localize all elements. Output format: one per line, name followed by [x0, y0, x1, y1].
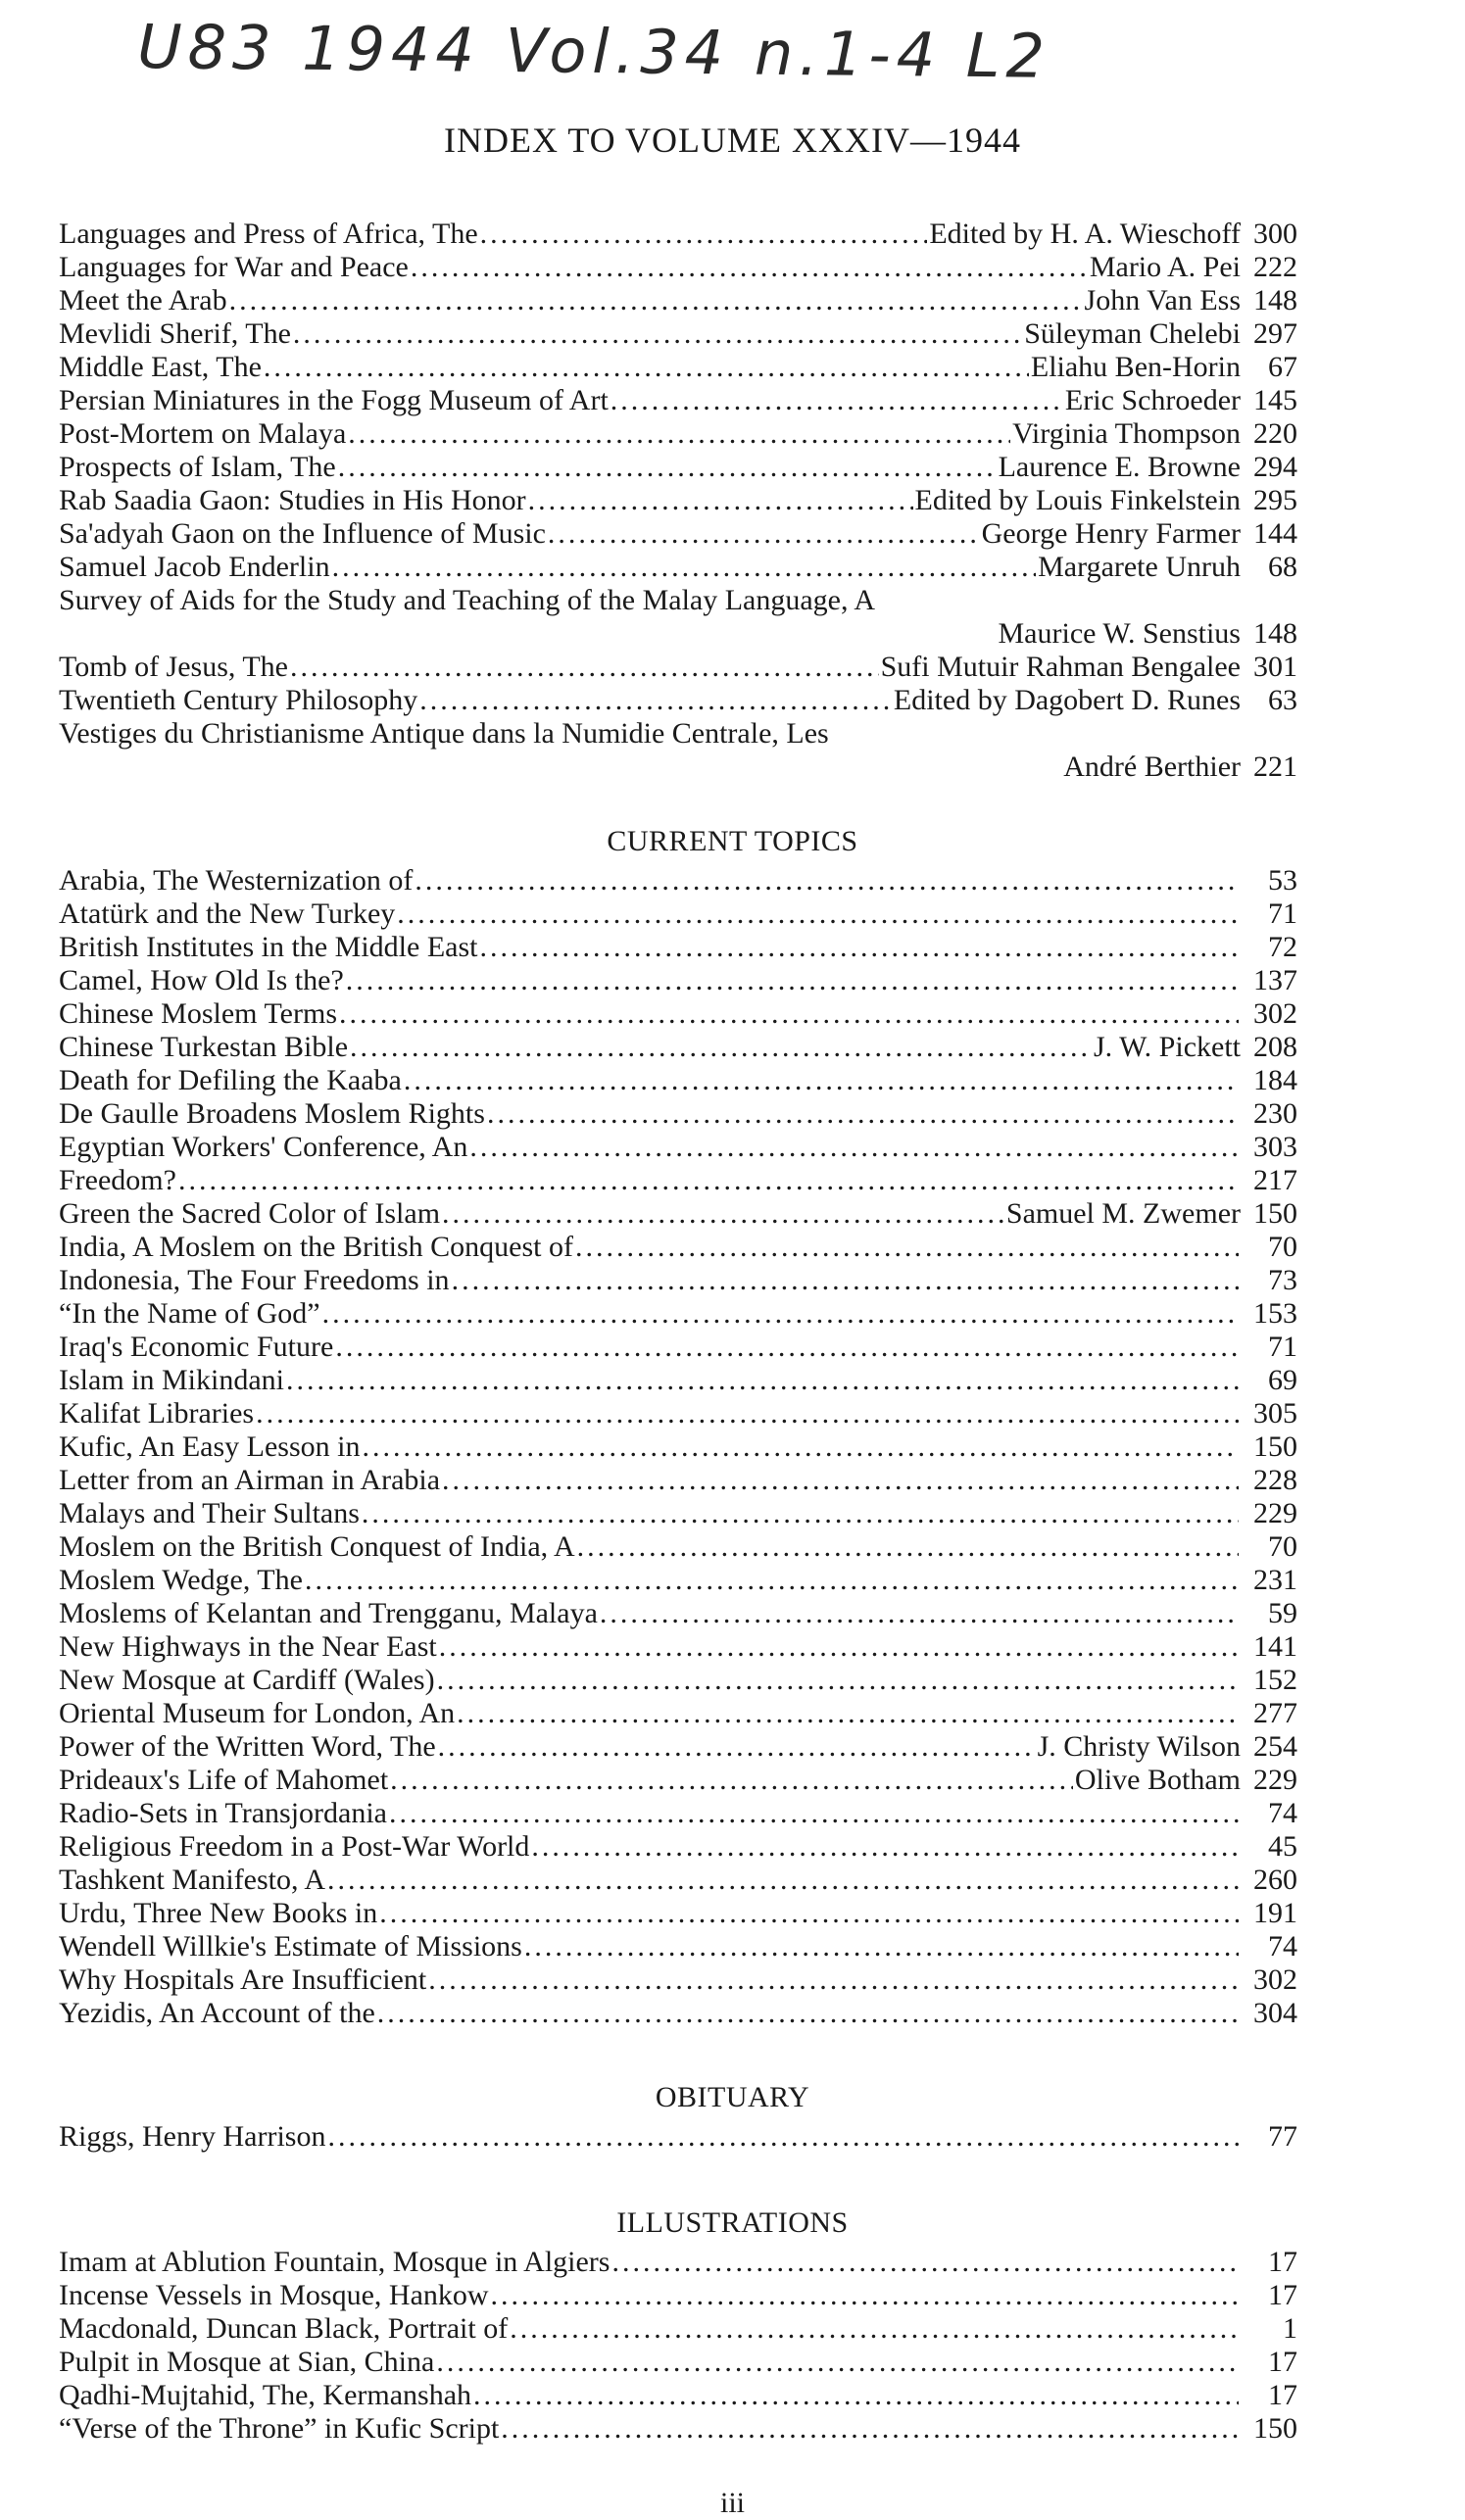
entry-title: Mevlidi Sherif, The — [59, 317, 291, 350]
list-item — [59, 584, 1297, 617]
entry-page: 74 — [1268, 1797, 1297, 1829]
list-item — [59, 1364, 1297, 1397]
dot-leader — [438, 1730, 1036, 1764]
entry-page: 53 — [1268, 864, 1297, 897]
dot-leader — [322, 1297, 1239, 1331]
entry-page: 260 — [1253, 1864, 1297, 1896]
list-item — [59, 351, 1297, 384]
entry-title: Meet the Arab — [59, 284, 227, 316]
list-item — [59, 2246, 1297, 2279]
entry-title: Imam at Ablution Fountain, Mosque in Algiers — [59, 2246, 610, 2278]
entry-title: Qadhi-Mujtahid, The, Kermanshah — [59, 2379, 472, 2411]
dot-leader — [575, 1231, 1239, 1264]
illustrations-heading: ILLUSTRATIONS — [616, 2206, 849, 2239]
list-item — [59, 1697, 1297, 1730]
list-item — [59, 551, 1297, 584]
list-item — [59, 1064, 1297, 1097]
list-item — [59, 484, 1297, 517]
list-item — [59, 1930, 1297, 1963]
list-item — [59, 2346, 1297, 2379]
entry-page: 17 — [1268, 2346, 1297, 2378]
dot-leader — [346, 964, 1239, 997]
dot-leader — [600, 1597, 1239, 1630]
entry-page: 45 — [1268, 1830, 1297, 1863]
list-item — [59, 1197, 1297, 1231]
entry-title: Islam in Mikindani — [59, 1364, 284, 1396]
dot-leader — [480, 218, 928, 251]
entry-title: Chinese Moslem Terms — [59, 997, 337, 1030]
entry-author: Süleyman Chelebi — [1024, 317, 1241, 350]
entry-title: Prospects of Islam, The — [59, 451, 336, 483]
list-item — [59, 1497, 1297, 1530]
list-item — [59, 2379, 1297, 2412]
entry-page: 229 — [1253, 1764, 1297, 1796]
list-item — [59, 1730, 1297, 1764]
entry-page: 70 — [1268, 1231, 1297, 1263]
dot-leader — [473, 2379, 1239, 2412]
list-item — [59, 284, 1297, 317]
entry-page: 17 — [1268, 2279, 1297, 2311]
list-item — [59, 1397, 1297, 1430]
list-item — [59, 1864, 1297, 1897]
entry-page: 228 — [1253, 1464, 1297, 1496]
entry-author: Edited by Louis Finkelstein — [914, 484, 1241, 516]
entry-title: Riggs, Henry Harrison — [59, 2120, 326, 2153]
dot-leader — [305, 1564, 1239, 1597]
entry-title: Power of the Written Word, The — [59, 1730, 436, 1763]
entry-page: 150 — [1253, 2412, 1297, 2445]
entry-title: Languages and Press of Africa, The — [59, 218, 478, 250]
dot-leader — [469, 1131, 1239, 1164]
entry-author: George Henry Farmer — [981, 517, 1241, 550]
list-item — [59, 1031, 1297, 1064]
entry-title: Kufic, An Easy Lesson in — [59, 1430, 361, 1463]
entry-title: Death for Defiling the Kaaba — [59, 1064, 402, 1096]
entry-page: 302 — [1253, 1963, 1297, 1996]
dot-leader — [510, 2312, 1239, 2346]
dot-leader — [457, 1697, 1239, 1730]
dot-leader — [404, 1064, 1239, 1097]
list-item — [59, 897, 1297, 931]
entry-page: 220 — [1253, 417, 1297, 450]
list-item — [59, 1897, 1297, 1930]
entry-title: Radio-Sets in Transjordania — [59, 1797, 387, 1829]
list-item — [59, 1331, 1297, 1364]
dot-leader — [479, 931, 1239, 964]
entry-page: 71 — [1268, 1331, 1297, 1363]
list-item — [59, 2412, 1297, 2446]
entry-title: Yezidis, An Account of the — [59, 1997, 375, 2029]
book-vestiges-entry — [59, 717, 1297, 784]
entry-author: Maurice W. Senstius — [998, 617, 1241, 650]
entry-page: 294 — [1253, 451, 1297, 483]
entry-page: 72 — [1268, 931, 1297, 963]
entry-page: 297 — [1253, 317, 1297, 350]
list-item — [59, 1963, 1297, 1997]
entry-page: 70 — [1268, 1530, 1297, 1563]
entry-title: Languages for War and Peace — [59, 251, 409, 283]
entry-page: 68 — [1268, 551, 1297, 583]
entry-author: Edited by H. A. Wieschoff — [929, 218, 1241, 250]
entry-author: J. W. Pickett — [1093, 1031, 1241, 1063]
list-item — [59, 931, 1297, 964]
list-item — [59, 1131, 1297, 1164]
page-title: INDEX TO VOLUME XXXIV—1944 — [444, 121, 1021, 160]
entry-page: 148 — [1253, 284, 1297, 316]
list-item — [59, 2279, 1297, 2312]
dot-leader — [411, 251, 1088, 284]
dot-leader — [437, 1664, 1239, 1697]
dot-leader — [379, 1897, 1239, 1930]
entry-author: J. Christy Wilson — [1037, 1730, 1241, 1763]
dot-leader — [377, 1997, 1239, 2030]
dot-leader — [293, 317, 1022, 351]
dot-leader — [286, 1364, 1239, 1397]
books-list — [59, 218, 1297, 584]
entry-page: 141 — [1253, 1630, 1297, 1663]
dot-leader — [350, 1031, 1092, 1064]
entry-page: 69 — [1268, 1364, 1297, 1396]
current-topics-heading: CURRENT TOPICS — [607, 825, 858, 857]
entry-page: 74 — [1268, 1930, 1297, 1963]
dot-leader — [419, 684, 892, 717]
entry-title: “In the Name of God” — [59, 1297, 320, 1330]
entry-author: André Berthier — [1063, 751, 1241, 783]
entry-title: Macdonald, Duncan Black, Portrait of — [59, 2312, 509, 2345]
list-item — [59, 684, 1297, 717]
entry-page: 150 — [1253, 1197, 1297, 1230]
entry-page: 152 — [1253, 1664, 1297, 1696]
obituary-list — [59, 2120, 1297, 2154]
list-item — [59, 1264, 1297, 1297]
entry-page: 191 — [1253, 1897, 1297, 1929]
entry-title: Moslems of Kelantan and Trengganu, Malaya — [59, 1597, 598, 1629]
entry-page: 221 — [1253, 751, 1297, 783]
entry-title: Rab Saadia Gaon: Studies in His Honor — [59, 484, 526, 516]
entry-page: 71 — [1268, 897, 1297, 930]
obituary-heading: OBITUARY — [655, 2081, 810, 2113]
entry-title: Incense Vessels in Mosque, Hankow — [59, 2279, 489, 2311]
dot-leader — [335, 1331, 1239, 1364]
list-item — [59, 1597, 1297, 1630]
entry-page: 305 — [1253, 1397, 1297, 1430]
entry-page: 150 — [1253, 1430, 1297, 1463]
dot-leader — [524, 1930, 1239, 1963]
dot-leader — [327, 1864, 1239, 1897]
entry-page: 73 — [1268, 1264, 1297, 1296]
entry-title: Kalifat Libraries — [59, 1397, 255, 1430]
list-item — [59, 864, 1297, 897]
dot-leader — [229, 284, 1083, 317]
entry-title: Post-Mortem on Malaya — [59, 417, 347, 450]
dot-leader — [428, 1963, 1239, 1997]
entry-page: 1 — [1283, 2312, 1297, 2345]
entry-author: Olive Botham — [1074, 1764, 1241, 1796]
list-item — [59, 517, 1297, 551]
entry-page: 184 — [1253, 1064, 1297, 1096]
entry-title: Malays and Their Sultans — [59, 1497, 360, 1529]
entry-title: De Gaulle Broadens Moslem Rights — [59, 1097, 485, 1130]
entry-author: Eric Schroeder — [1064, 384, 1241, 416]
entry-page: 59 — [1268, 1597, 1297, 1629]
dot-leader — [264, 351, 1029, 384]
entry-page: 208 — [1253, 1031, 1297, 1063]
books-list-continued — [59, 651, 1297, 717]
entry-page: 302 — [1253, 997, 1297, 1030]
entry-title: Why Hospitals Are Insufficient — [59, 1963, 427, 1996]
entry-title: Urdu, Three New Books in — [59, 1897, 378, 1929]
list-item — [59, 1297, 1297, 1331]
book-survey-entry — [59, 584, 1297, 651]
list-item — [59, 1464, 1297, 1497]
dot-leader — [338, 451, 997, 484]
dot-leader — [531, 1830, 1239, 1864]
dot-leader — [501, 2412, 1239, 2446]
entry-title: Vestiges du Christianisme Antique dans la Numidie Centrale, Les — [59, 717, 829, 750]
entry-title: Sa'adyah Gaon on the Influence of Music — [59, 517, 546, 550]
entry-title: Arabia, The Westernization of — [59, 864, 414, 897]
list-item — [59, 2120, 1297, 2154]
dot-leader — [548, 517, 980, 551]
list-item — [59, 1097, 1297, 1131]
entry-page: 303 — [1253, 1131, 1297, 1163]
dot-leader — [256, 1397, 1239, 1430]
list-item — [59, 1564, 1297, 1597]
entry-title: Letter from an Airman in Arabia — [59, 1464, 441, 1496]
entry-title: Freedom? — [59, 1164, 176, 1196]
entry-title: Samuel Jacob Enderlin — [59, 551, 330, 583]
list-item — [59, 1830, 1297, 1864]
entry-title: Twentieth Century Philosophy — [59, 684, 418, 716]
list-item — [59, 1164, 1297, 1197]
page-number: iii — [719, 2487, 745, 2519]
dot-leader — [611, 2246, 1239, 2279]
entry-page: 217 — [1253, 1164, 1297, 1196]
dot-leader — [577, 1530, 1239, 1564]
list-item — [59, 1530, 1297, 1564]
list-item — [59, 1797, 1297, 1830]
entry-title: Atatürk and the New Turkey — [59, 897, 396, 930]
entry-page: 153 — [1253, 1297, 1297, 1330]
list-item — [59, 651, 1297, 684]
entry-page: 295 — [1253, 484, 1297, 516]
entry-title: Pulpit in Mosque at Sian, China — [59, 2346, 435, 2378]
entry-page: 301 — [1253, 651, 1297, 683]
entry-page: 77 — [1268, 2120, 1297, 2153]
entry-title: Indonesia, The Four Freedoms in — [59, 1264, 450, 1296]
dot-leader — [390, 1764, 1073, 1797]
list-item — [59, 1231, 1297, 1264]
list-item — [59, 417, 1297, 451]
dot-leader — [327, 2120, 1239, 2154]
entry-page: 230 — [1253, 1097, 1297, 1130]
entry-title: Egyptian Workers' Conference, An — [59, 1131, 468, 1163]
entry-page: 300 — [1253, 218, 1297, 250]
entry-page: 63 — [1268, 684, 1297, 716]
list-item — [59, 964, 1297, 997]
dot-leader — [452, 1264, 1239, 1297]
dot-leader — [397, 897, 1239, 931]
dot-leader — [442, 1464, 1239, 1497]
list-item — [59, 317, 1297, 351]
entry-author: Margarete Unruh — [1038, 551, 1241, 583]
list-item — [59, 1997, 1297, 2030]
dot-leader — [332, 551, 1037, 584]
current-topics-list — [59, 864, 1297, 2030]
dot-leader — [389, 1797, 1239, 1830]
dot-leader — [178, 1164, 1239, 1197]
list-item — [59, 1764, 1297, 1797]
entry-title: New Mosque at Cardiff (Wales) — [59, 1664, 435, 1696]
dot-leader — [362, 1497, 1239, 1530]
list-item — [59, 451, 1297, 484]
entry-author: Mario A. Pei — [1089, 251, 1241, 283]
entry-title: Chinese Turkestan Bible — [59, 1031, 349, 1063]
handwritten-call-number: U83 1944 Vol.34 n.1-4 L2 — [136, 11, 1051, 92]
dot-leader — [362, 1430, 1239, 1464]
dot-leader — [439, 1630, 1239, 1664]
dot-leader — [290, 651, 879, 684]
list-item-continuation — [59, 751, 1297, 784]
list-item-continuation — [59, 617, 1297, 651]
entry-title: Survey of Aids for the Study and Teaching of the Malay Language, A — [59, 584, 875, 616]
entry-author: Sufi Mutuir Rahman Bengalee — [880, 651, 1241, 683]
dot-leader — [528, 484, 913, 517]
dot-leader — [487, 1097, 1239, 1131]
entry-page: 277 — [1253, 1697, 1297, 1729]
entry-title: Religious Freedom in a Post-War World — [59, 1830, 530, 1863]
entry-title: Green the Sacred Color of Islam — [59, 1197, 441, 1230]
entry-author: Laurence E. Browne — [998, 451, 1241, 483]
dot-leader — [491, 2279, 1239, 2312]
entry-page: 67 — [1268, 351, 1297, 383]
entry-title: New Highways in the Near East — [59, 1630, 437, 1663]
entry-page: 222 — [1253, 251, 1297, 283]
list-item — [59, 384, 1297, 417]
entry-author: Samuel M. Zwemer — [1005, 1197, 1241, 1230]
entry-title: “Verse of the Throne” in Kufic Script — [59, 2412, 500, 2445]
dot-leader — [348, 417, 1010, 451]
entry-author: John Van Ess — [1084, 284, 1241, 316]
entry-author: Virginia Thompson — [1012, 417, 1241, 450]
list-item — [59, 2312, 1297, 2346]
entry-title: Moslem on the British Conquest of India, A — [59, 1530, 575, 1563]
entry-page: 148 — [1253, 617, 1297, 650]
dot-leader — [436, 2346, 1239, 2379]
entry-title: Tashkent Manifesto, A — [59, 1864, 326, 1896]
dot-leader — [415, 864, 1239, 897]
list-item — [59, 717, 1297, 751]
entry-page: 144 — [1253, 517, 1297, 550]
entry-title: Prideaux's Life of Mahomet — [59, 1764, 389, 1796]
dot-leader — [442, 1197, 1004, 1231]
entry-title: Oriental Museum for London, An — [59, 1697, 456, 1729]
dot-leader — [339, 997, 1239, 1031]
list-item — [59, 1430, 1297, 1464]
entry-title: India, A Moslem on the British Conquest of — [59, 1231, 573, 1263]
entry-title: Camel, How Old Is the? — [59, 964, 344, 996]
entry-title: Iraq's Economic Future — [59, 1331, 334, 1363]
entry-page: 304 — [1253, 1997, 1297, 2029]
entry-page: 231 — [1253, 1564, 1297, 1596]
entry-page: 137 — [1253, 964, 1297, 996]
entry-title: British Institutes in the Middle East — [59, 931, 478, 963]
entry-page: 229 — [1253, 1497, 1297, 1529]
entry-title: Middle East, The — [59, 351, 262, 383]
list-item — [59, 997, 1297, 1031]
list-item — [59, 1664, 1297, 1697]
entry-author: Edited by Dagobert D. Runes — [893, 684, 1241, 716]
entry-title: Persian Miniatures in the Fogg Museum of Art — [59, 384, 609, 416]
entry-title: Wendell Willkie's Estimate of Missions — [59, 1930, 522, 1963]
entry-page: 17 — [1268, 2246, 1297, 2278]
dot-leader — [610, 384, 1063, 417]
entry-title: Tomb of Jesus, The — [59, 651, 288, 683]
entry-page: 17 — [1268, 2379, 1297, 2411]
illustrations-list — [59, 2246, 1297, 2446]
list-item — [59, 218, 1297, 251]
entry-page: 145 — [1253, 384, 1297, 416]
entry-title: Moslem Wedge, The — [59, 1564, 303, 1596]
entry-author: Eliahu Ben-Horin — [1030, 351, 1241, 383]
list-item — [59, 251, 1297, 284]
list-item — [59, 1630, 1297, 1664]
entry-page: 254 — [1253, 1730, 1297, 1763]
